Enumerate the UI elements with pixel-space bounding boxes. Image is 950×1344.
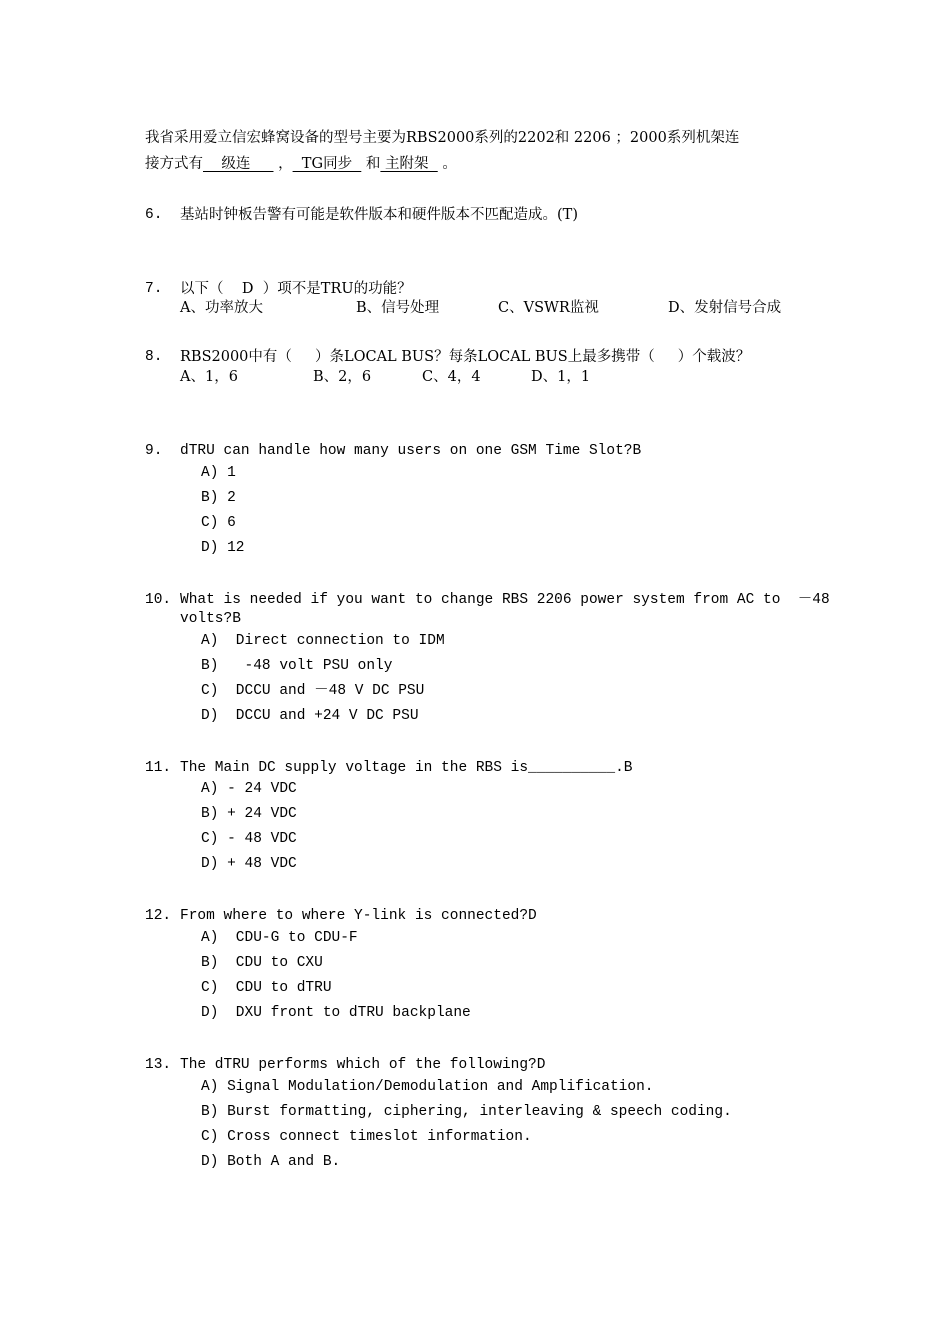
option: A) Direct connection to IDM — [201, 633, 445, 649]
option: A) CDU-G to CDU-F — [201, 930, 358, 946]
separator: ， — [273, 156, 293, 172]
question-6-text: 基站时钟板告警有可能是软件版本和硬件版本不匹配造成。(T) — [180, 207, 578, 223]
option: A) - 24 VDC — [201, 781, 297, 797]
separator: 和 — [361, 156, 381, 172]
option: B、2，6 — [313, 369, 372, 385]
option: A) 1 — [201, 465, 236, 481]
question-10-text-line-1: What is needed if you want to change RBS 2206 power system from AC to －48 — [180, 592, 830, 608]
option: C) DCCU and －48 V DC PSU — [201, 683, 425, 699]
question-10-text-line-2: volts?B — [180, 611, 241, 627]
question-number: 9. — [145, 443, 163, 459]
question-8-text: RBS2000中有（ ）条LOCAL BUS？每条LOCAL BUS上最多携带（ ）个载波？ — [180, 349, 751, 365]
option: D) DCCU and +24 V DC PSU — [201, 708, 419, 724]
question-number: 6. — [145, 207, 163, 223]
option: D) DXU front to dTRU backplane — [201, 1005, 471, 1021]
answer-blank-3: 主附架 — [380, 156, 438, 172]
question-11-text: The Main DC supply voltage in the RBS is__________.B — [180, 760, 633, 776]
question-7-text: 以下（ D ）项不是TRU的功能？ — [180, 281, 412, 297]
option: C) 6 — [201, 515, 236, 531]
separator: 。 — [437, 156, 457, 172]
answer-blank-1: 级连 — [203, 156, 274, 172]
option: C) CDU to dTRU — [201, 980, 332, 996]
option: A、功率放大 — [180, 300, 263, 316]
option: D、发射信号合成 — [668, 300, 782, 316]
option: B、信号处理 — [356, 300, 440, 316]
question-9-text: dTRU can handle how many users on one GSM Time Slot?B — [180, 443, 642, 459]
option: B) Burst formatting, ciphering, interleaving & speech coding. — [201, 1104, 732, 1120]
question-13-text: The dTRU performs which of the following?D — [180, 1057, 546, 1073]
question-number: 11. — [145, 760, 172, 776]
question-12-text: From where to where Y-link is connected?D — [180, 908, 537, 924]
option: A) Signal Modulation/Demodulation and Amplification. — [201, 1079, 654, 1095]
question-number: 7. — [145, 281, 163, 297]
intro-line-2 — [145, 154, 457, 174]
option: B) 2 — [201, 490, 236, 506]
option: D) 12 — [201, 540, 245, 556]
intro-prefix: 接方式有 — [145, 156, 203, 172]
answer-blank-2: TG同步 — [292, 156, 362, 172]
option: C、4，4 — [422, 369, 481, 385]
option: A、1，6 — [180, 369, 238, 385]
option: B) CDU to CXU — [201, 955, 323, 971]
question-number: 10. — [145, 592, 172, 608]
option: C) Cross connect timeslot information. — [201, 1129, 532, 1145]
option: D、1，1 — [531, 369, 591, 385]
intro-line-1: 我省采用爱立信宏蜂窝设备的型号主要为RBS2000系列的2202和 2206 ；2000系列机架连 — [145, 130, 740, 146]
option: B) + 24 VDC — [201, 806, 297, 822]
option: D) + 48 VDC — [201, 856, 297, 872]
option: C) - 48 VDC — [201, 831, 297, 847]
question-number: 12. — [145, 908, 172, 924]
question-number: 8. — [145, 349, 163, 365]
option: D) Both A and B. — [201, 1154, 341, 1170]
option: B) -48 volt PSU only — [201, 658, 393, 674]
option: C、VSWR监视 — [498, 300, 599, 316]
question-number: 13. — [145, 1057, 172, 1073]
